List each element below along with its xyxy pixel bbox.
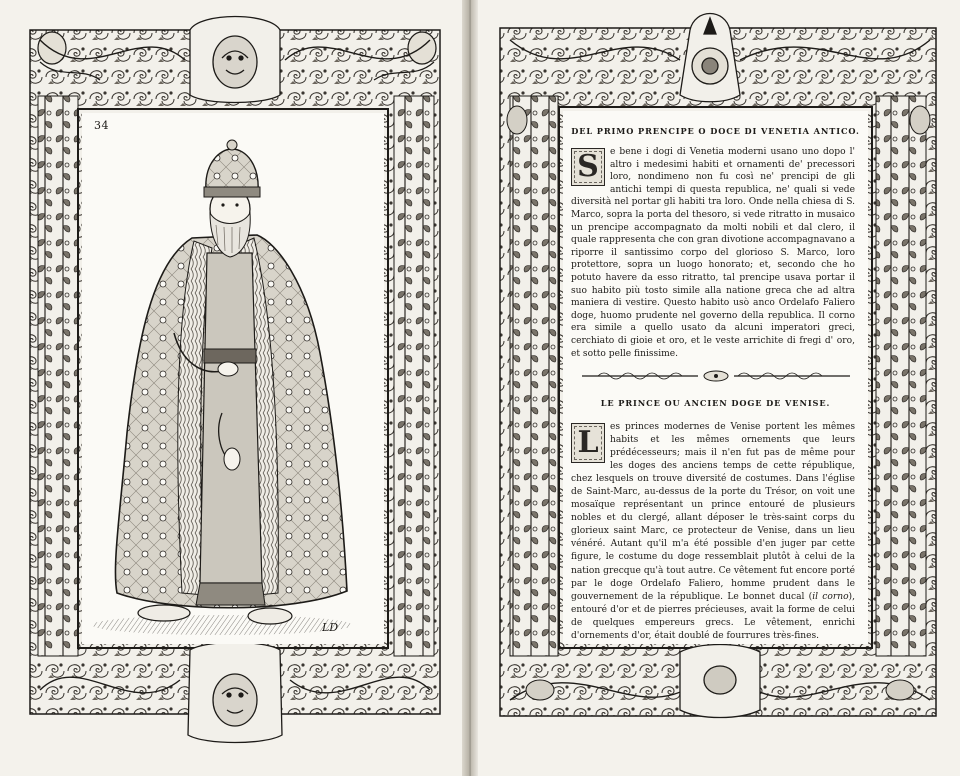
french-paragraph-start: es princes modernes de Venise portent les mêmes habits et les mêmes ornements que leurs prédécesseurs; mais il n'en fut pas de même pour les doges des anciens temps de cette république, chez lesquels on trouve diversité de costumes. Dans l'église de Saint-Marc, au-dessus de la porte du Trésor, on voit une mosaïque représentant un prince entouré de plusieurs nobles et du clergé, allant déposer le très-saint corps du glorieux saint Marc, ce protecteur de Venise, dans un lieu vénéré. Autant qu'il m'a été possible d'en juger par cette figure, le costume du doge ressemblait plutôt à celui de la nation grecque qu'à tout autre. Ce vêtement fut encore porté par le doge Ordelafo Faliero, homme prudent dans le gouvernement de la république. Le bonnet ducal ( xyxy=(571,422,855,602)
french-text xyxy=(571,421,855,643)
french-italic-term: il corno xyxy=(812,591,849,602)
french-initial: L xyxy=(571,423,605,463)
french-title: LE PRINCE OU ANCIEN DOGE DE VENISE. xyxy=(600,398,831,408)
doge-engraving xyxy=(82,113,384,644)
italian-text xyxy=(571,146,855,360)
italian-title: DEL PRIMO PRENCIPE O DOCE DI VENETIA ANTICO. xyxy=(571,126,860,136)
french-paragraph-end: ), entouré d'or et de pierres précieuses, avait la forme de celui de quelques empereurs grecs. Le vêtement, enrichi d'ornements d'or, était doublé de fourrures très-fines. xyxy=(571,591,855,641)
engraver-signature: LD xyxy=(322,621,339,634)
page-number: 34 xyxy=(94,119,109,132)
italian-paragraph: e bene i dogi di Venetia moderni usano uno dopo l' altro i medesimi habiti et ornamenti de' precessori loro, nondimeno non fu così ne' prencipi de gli antichi tempi di questa republica, ne' quali si vede diversità nel portar gli habiti tra loro. Onde nella chiesa di S. Marco, sopra la porta del thesoro, si vede ritratto in musaico un prencipe accompagnato da molti nobili et dal clero, il quale rappresenta che con gran divotione accompagnavano a riporre il santissimo corpo del glorioso S. Marco, loro protettore, sopra un luogo honorato; et, secondo che ho potuto havere da esso ritratto, tal prencipe usava portar il suo habito più tosto simile alla natione greca che ad altra maniera di vestire. Questo habito usò anco Ordelafo Faliero doge, huomo prudente nel governo della republica. Il corno era simile a quello usato da alcuni imperatori greci, cerchiato di gioie et oro, et le veste arrichite di fregi d' oro, et sotto pelle finissime. xyxy=(571,147,855,359)
italian-initial: S xyxy=(571,148,605,186)
ornamental-divider xyxy=(578,369,854,383)
